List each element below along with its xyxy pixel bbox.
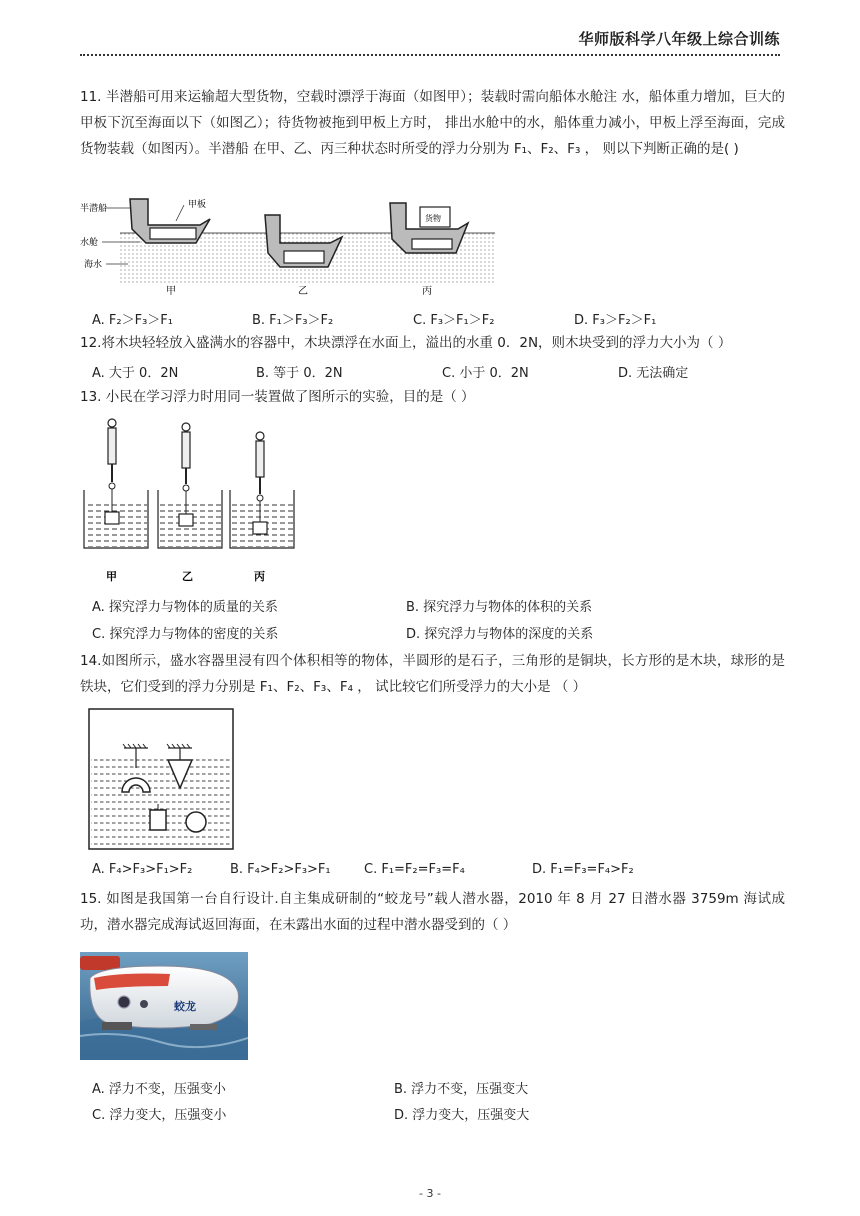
question-14-text: 14.如图所示，盛水容器里浸有四个体积相等的物体，半圆形的是石子，三角形的是铜块，长方形的是木块，球形的是铁块，它们受到的浮力分别是 F₁、F₂、F₃、F₄ ， 试比较它们所受浮力的大小是 （ ） [80, 653, 785, 695]
q13-option-b[interactable]: B. 探究浮力与物体的体积的关系 [406, 600, 593, 615]
q15-option-d[interactable]: D. 浮力变大，压强变大 [394, 1108, 530, 1123]
q11-option-b[interactable]: B. F₁＞F₃＞F₂ [252, 313, 334, 328]
q11-option-c[interactable]: C. F₃＞F₁＞F₂ [413, 313, 495, 328]
q13-option-c[interactable]: C. 探究浮力与物体的密度的关系 [92, 627, 279, 642]
q13-figure-spring-scales [80, 418, 300, 586]
q12-option-b[interactable]: B. 等于 0．2N [256, 366, 343, 381]
label-tank: 水舱 [80, 238, 99, 248]
q13-option-a[interactable]: A. 探究浮力与物体的质量的关系 [92, 600, 278, 615]
q14-option-b[interactable]: B. F₄>F₂>F₃>F₁ [230, 862, 331, 877]
question-15-text: 15. 如图是我国第一台自行设计.自主集成研制的“蛟龙号”载人潜水器，2010 年 8 月 27 日潜水器 3759m 海试成功，潜水器完成海试返回海面，在未露出水面的过程中潜水器受到的（ ） [80, 891, 785, 933]
wood-rectangle [150, 810, 166, 830]
label-ship: 半潜船 [80, 204, 108, 214]
beaker-yi [158, 423, 222, 548]
q11-option-a[interactable]: A. F₂＞F₃＞F₁ [92, 313, 173, 328]
caption-yi: 乙 [298, 286, 308, 297]
q14-figure-container [88, 708, 236, 852]
page-number: - 3 - [419, 1187, 441, 1200]
question-12-text: 12.将木块轻轻放入盛满水的容器中，木块漂浮在水面上，溢出的水重 0．2N，则木块受到的浮力大小为（ ） [80, 335, 732, 351]
caption-bing: 丙 [422, 286, 432, 297]
beaker-jia [84, 419, 148, 548]
tank-b [284, 251, 324, 263]
question-13-text: 13. 小民在学习浮力时用同一装置做了图所示的实验，目的是（ ） [80, 389, 475, 405]
tank-a [150, 228, 196, 239]
q12-option-d[interactable]: D. 无法确定 [618, 366, 689, 381]
q11-figure-ship-states [80, 193, 500, 297]
caption-jia: 甲 [106, 570, 117, 583]
q15-option-c[interactable]: C. 浮力变大，压强变小 [92, 1108, 227, 1123]
photo-hull-name: 蛟龙 [174, 1000, 196, 1013]
caption-yi: 乙 [182, 570, 193, 583]
q15-option-b[interactable]: B. 浮力不变，压强变大 [394, 1082, 529, 1097]
question-11-text: 11. 半潜船可用来运输超大型货物，空载时漂浮于海面（如图甲）；装载时需向船体水舱注 水，船体重力增加，巨大的甲板下沉至海面以下（如图乙）；待货物被拖到甲板上方时， 排出水舱中的水，船体重力减小，甲板上浮至海面，完成货物装载（如图丙）。半潜船 在甲、乙、丙三种状态时所受的浮力分别为 F₁、F₂、F₃ ， 则以下判断正确的是( ) [80, 89, 785, 157]
q11-option-d[interactable]: D. F₃＞F₂＞F₁ [574, 313, 657, 328]
caption-bing: 丙 [254, 570, 265, 583]
beaker-bing [230, 432, 294, 548]
page-header [80, 28, 780, 56]
label-deck: 甲板 [188, 200, 207, 210]
q14-option-c[interactable]: C. F₁=F₂=F₃=F₄ [364, 862, 465, 877]
caption-jia: 甲 [166, 286, 176, 297]
q15-option-a[interactable]: A. 浮力不变，压强变小 [92, 1082, 226, 1097]
q12-option-c[interactable]: C. 小于 0．2N [442, 366, 529, 381]
q14-option-d[interactable]: D. F₁=F₃=F₄>F₂ [532, 862, 634, 877]
q12-option-a[interactable]: A. 大于 0．2N [92, 366, 179, 381]
label-sea: 海水 [84, 260, 103, 270]
label-cargo: 货物 [425, 214, 441, 223]
q14-option-a[interactable]: A. F₄>F₃>F₁>F₂ [92, 862, 193, 877]
q13-option-d[interactable]: D. 探究浮力与物体的深度的关系 [406, 627, 594, 642]
iron-sphere [186, 812, 206, 832]
header-title: 华师版科学八年级上综合训练 [578, 30, 780, 48]
red-top-panel [80, 956, 120, 970]
tank-c [412, 239, 452, 249]
q15-submersible-photo [80, 952, 248, 1060]
